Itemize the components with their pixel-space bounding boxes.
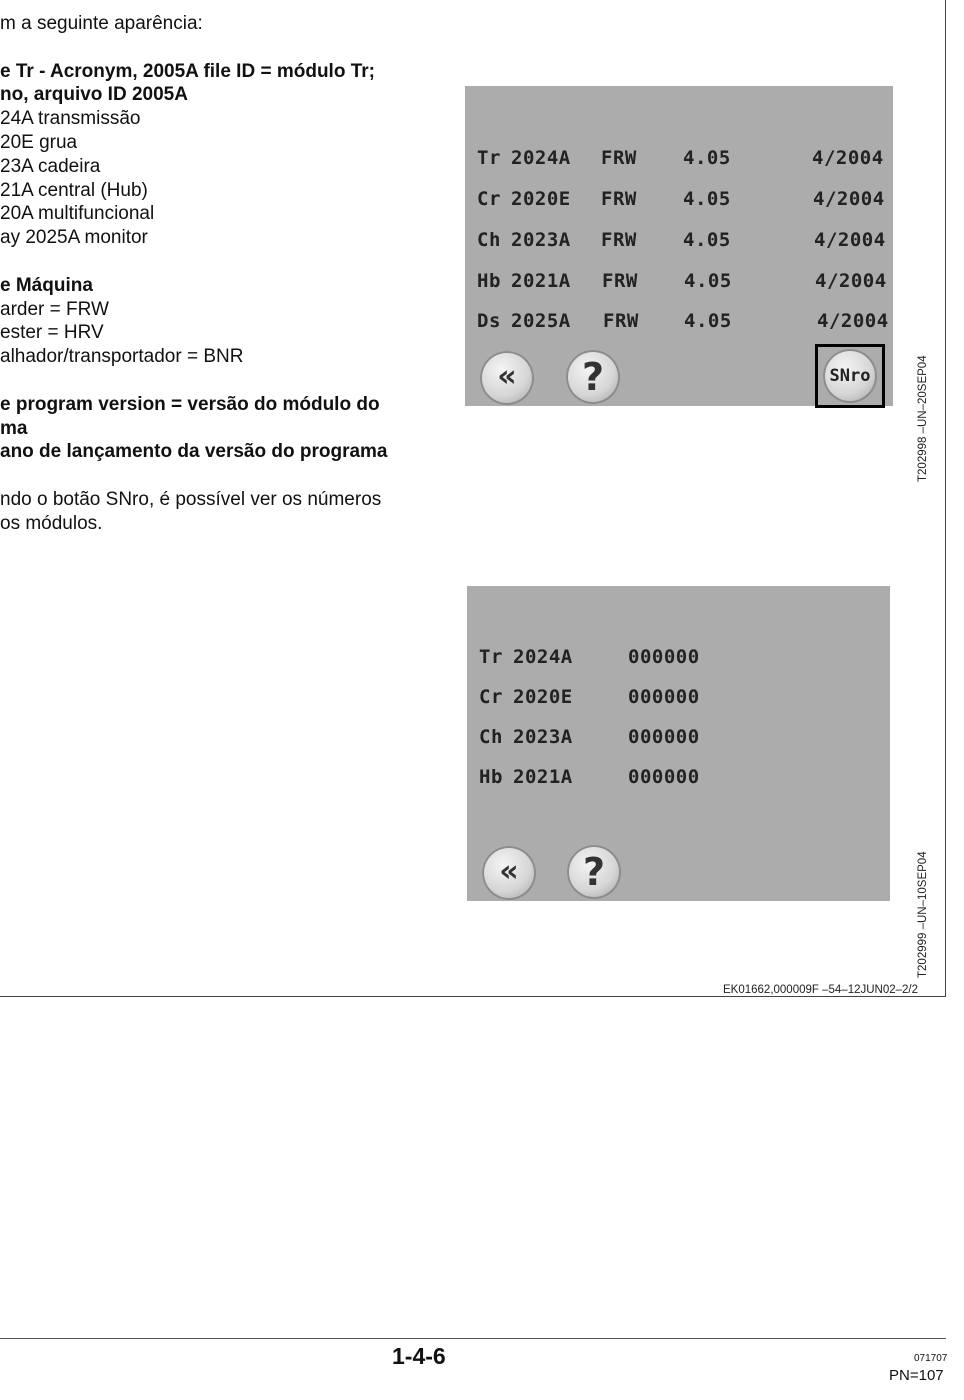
serial-number: 000000 <box>628 766 700 788</box>
serial-number: 000000 <box>628 686 700 708</box>
module-acronym: Ch <box>479 726 503 748</box>
module-acronym: Hb <box>477 270 501 292</box>
page-number: 1-4-6 <box>392 1343 446 1369</box>
text-line: os módulos. <box>0 512 103 534</box>
machine-type: FRW <box>602 270 638 292</box>
module-acronym: Cr <box>477 188 501 210</box>
text-line: 20E grua <box>0 131 78 153</box>
snro-highlight <box>815 344 885 408</box>
footer-rule <box>0 1338 946 1339</box>
module-file-id: 2025A <box>511 310 571 332</box>
program-version: 4.05 <box>684 270 732 292</box>
figure-code: T202999 –UN–10SEP04 <box>917 851 929 978</box>
module-file-id: 2024A <box>513 646 573 668</box>
serial-number: 000000 <box>628 646 700 668</box>
text-line: ay 2025A monitor <box>0 227 148 249</box>
module-acronym: Tr <box>477 147 501 169</box>
machine-type: FRW <box>601 229 637 251</box>
module-row <box>465 229 893 253</box>
module-serial-screen <box>467 586 890 901</box>
module-file-id: 2024A <box>511 147 571 169</box>
module-row <box>465 310 893 334</box>
machine-type: FRW <box>603 310 639 332</box>
module-file-id: 2023A <box>511 229 571 251</box>
double-chevron-left-icon: « <box>497 358 517 394</box>
back-button[interactable] <box>482 846 536 900</box>
body-text <box>0 12 440 536</box>
module-acronym: Ds <box>477 310 501 332</box>
release-date: 4/2004 <box>817 310 889 332</box>
module-acronym: Tr <box>479 646 503 668</box>
text-line: m a seguinte aparência: <box>0 13 203 34</box>
double-chevron-left-icon: « <box>499 853 519 889</box>
module-file-id: 2020E <box>513 686 573 708</box>
snro-button[interactable]: SNro <box>823 349 877 403</box>
text-line: ano de lançamento da versão do programa <box>0 441 388 463</box>
module-file-id: 2023A <box>513 726 573 748</box>
module-row <box>465 188 893 212</box>
help-button[interactable] <box>567 845 621 899</box>
program-version: 4.05 <box>683 229 731 251</box>
document-reference: EK01662,000009F –54–12JUN02–2/2 <box>723 984 919 996</box>
question-mark-icon: ? <box>581 355 605 399</box>
program-version: 4.05 <box>684 310 732 332</box>
text-line: arder = FRW <box>0 298 109 320</box>
figure-code: T202998 –UN–20SEP04 <box>917 355 929 482</box>
text-line: e program version = versão do módulo do <box>0 393 380 415</box>
machine-type: FRW <box>601 188 637 210</box>
module-acronym: Hb <box>479 766 503 788</box>
release-date: 4/2004 <box>813 188 885 210</box>
release-date: 4/2004 <box>814 229 886 251</box>
serial-number: 000000 <box>628 726 700 748</box>
text-line: 21A central (Hub) <box>0 179 148 201</box>
module-file-id: 2020E <box>511 188 571 210</box>
module-version-screen <box>465 86 893 406</box>
back-button[interactable] <box>480 351 534 405</box>
text-line: ndo o botão SNro, é possível ver os números <box>0 488 382 510</box>
module-row <box>467 686 890 710</box>
program-version: 4.05 <box>683 188 731 210</box>
text-line: 24A transmissão <box>0 108 141 130</box>
release-date: 4/2004 <box>812 147 884 169</box>
page-index: PN=107 <box>889 1367 944 1384</box>
text-line: 20A multifuncional <box>0 203 155 225</box>
module-file-id: 2021A <box>511 270 571 292</box>
module-row <box>467 726 890 750</box>
text-line: no, arquivo ID 2005A <box>0 84 188 106</box>
module-acronym: Cr <box>479 686 503 708</box>
text-line: e Tr - Acronym, 2005A file ID = módulo Tr; <box>0 60 375 82</box>
module-row <box>467 766 890 790</box>
text-line: e Máquina <box>0 274 93 296</box>
module-row <box>465 270 893 294</box>
module-row <box>465 147 893 171</box>
machine-type: FRW <box>601 147 637 169</box>
module-acronym: Ch <box>477 229 501 251</box>
module-file-id: 2021A <box>513 766 573 788</box>
question-mark-icon: ? <box>582 850 606 894</box>
release-date: 4/2004 <box>815 270 887 292</box>
date-code: 071707 <box>914 1353 948 1364</box>
text-line: alhador/transportador = BNR <box>0 346 244 368</box>
text-line: 23A cadeira <box>0 155 101 177</box>
text-line: ester = HRV <box>0 322 104 344</box>
text-line: ma <box>0 417 28 439</box>
module-row <box>467 646 890 670</box>
program-version: 4.05 <box>683 147 731 169</box>
help-button[interactable] <box>566 350 620 404</box>
